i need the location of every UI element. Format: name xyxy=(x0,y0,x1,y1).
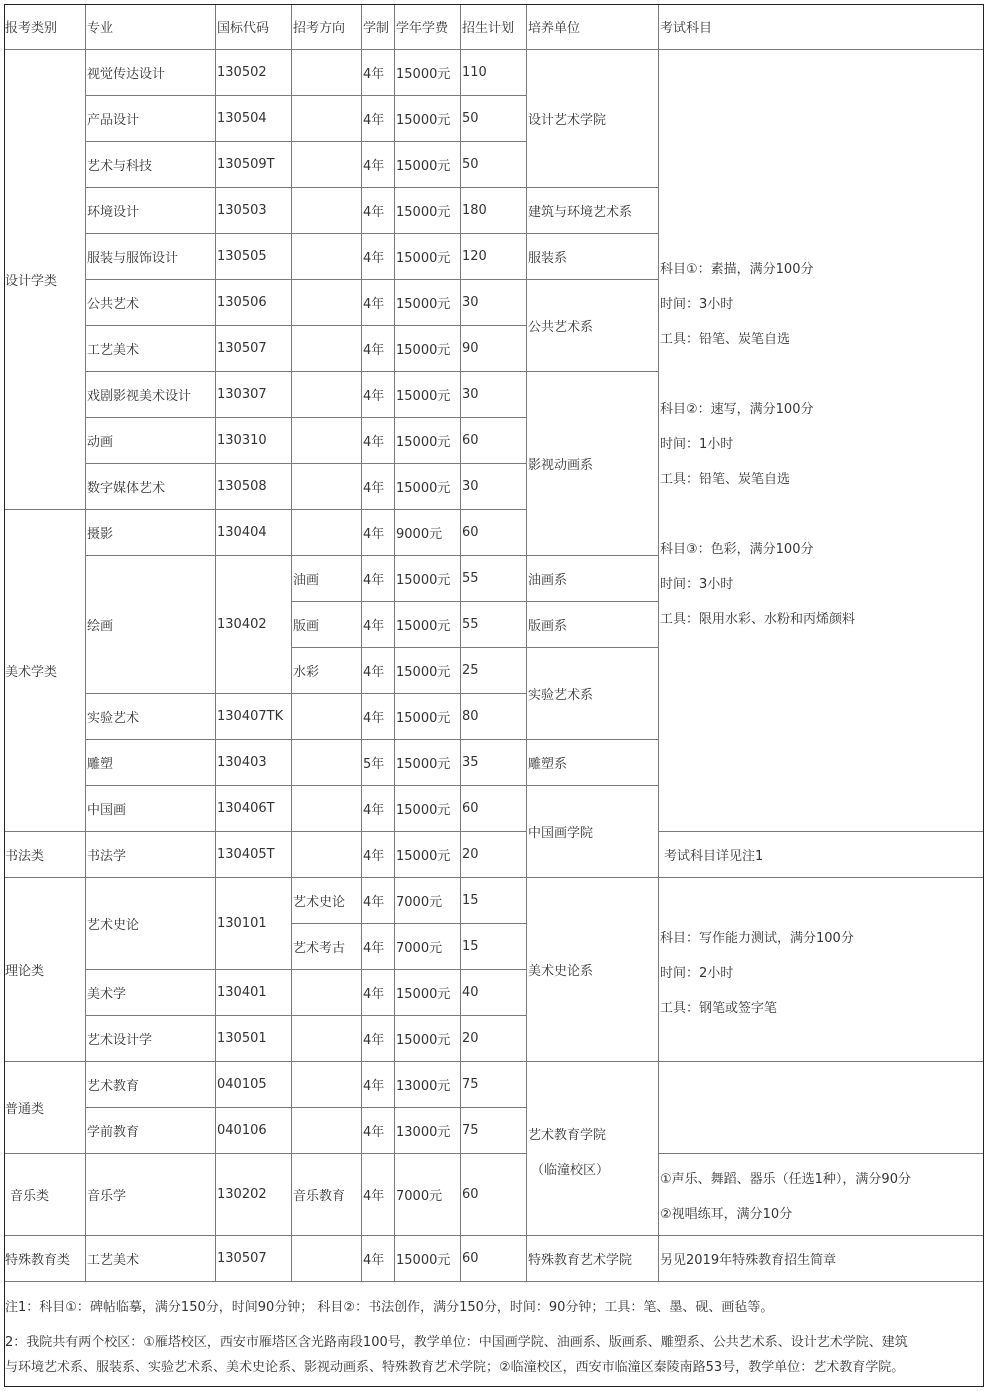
exam-calligraphy: 考试科目详见注1 xyxy=(659,832,984,878)
unit-cell: 公共艺术系 xyxy=(527,280,659,372)
header-fee: 学年学费 xyxy=(395,4,461,50)
major-name: 服装与服饰设计 xyxy=(86,234,216,280)
fee-cell: 15000元 xyxy=(395,142,461,188)
unit-cell: 服装系 xyxy=(527,234,659,280)
major-name: 实验艺术 xyxy=(86,694,216,740)
years-cell: 4年 xyxy=(362,556,395,602)
years-cell: 4年 xyxy=(362,234,395,280)
major-code: 130402 xyxy=(216,556,292,694)
exam-line: 时间：1小时 xyxy=(660,437,734,452)
direction-empty xyxy=(292,1016,362,1062)
direction-empty xyxy=(292,832,362,878)
fee-cell: 7000元 xyxy=(395,924,461,970)
major-name: 工艺美术 xyxy=(86,326,216,372)
major-name: 动画 xyxy=(86,418,216,464)
direction-empty xyxy=(292,418,362,464)
plan-cell: 50 xyxy=(461,96,527,142)
plan-cell: 60 xyxy=(461,418,527,464)
major-code: 130401 xyxy=(216,970,292,1016)
plan-cell: 30 xyxy=(461,464,527,510)
major-name: 产品设计 xyxy=(86,96,216,142)
direction-empty xyxy=(292,188,362,234)
plan-cell: 60 xyxy=(461,1236,527,1282)
unit-cell: 设计艺术学院 xyxy=(527,50,659,188)
unit-cell: 美术史论系 xyxy=(527,878,659,1062)
major-name: 艺术教育 xyxy=(86,1062,216,1108)
unit-cell: 中国画学院 xyxy=(527,786,659,878)
unit-cell: 雕塑系 xyxy=(527,740,659,786)
major-name: 摄影 xyxy=(86,510,216,556)
unit-cell: 建筑与环境艺术系 xyxy=(527,188,659,234)
direction-cell: 油画 xyxy=(292,556,362,602)
direction-cell: 版画 xyxy=(292,602,362,648)
exam-line: 科目①：素描，满分100分 xyxy=(660,262,814,277)
fee-cell: 15000元 xyxy=(395,694,461,740)
exam-line: ①声乐、舞蹈、器乐（任选1种），满分90分 xyxy=(660,1172,911,1187)
fee-cell: 15000元 xyxy=(395,50,461,96)
major-name: 音乐学 xyxy=(86,1154,216,1236)
plan-cell: 60 xyxy=(461,786,527,832)
years-cell: 4年 xyxy=(362,464,395,510)
plan-cell: 30 xyxy=(461,372,527,418)
years-cell: 4年 xyxy=(362,418,395,464)
major-name: 工艺美术 xyxy=(86,1236,216,1282)
direction-empty xyxy=(292,970,362,1016)
major-code: 130504 xyxy=(216,96,292,142)
exam-line: 科目②：速写，满分100分 xyxy=(660,402,814,417)
major-code: 130505 xyxy=(216,234,292,280)
major-name: 戏剧影视美术设计 xyxy=(86,372,216,418)
plan-cell: 15 xyxy=(461,878,527,924)
exam-art-subjects xyxy=(659,50,984,832)
note-1: 注1：科目①：碑帖临摹，满分150分，时间90分钟； 科目②：书法创作，满分150分，时间：90分钟；工具：笔、墨、砚、画毡等。 xyxy=(5,1300,774,1315)
major-name: 数字媒体艺术 xyxy=(86,464,216,510)
major-code: 130509T xyxy=(216,142,292,188)
plan-cell: 55 xyxy=(461,556,527,602)
direction-empty xyxy=(292,1108,362,1154)
major-name: 公共艺术 xyxy=(86,280,216,326)
header-category: 报考类别 xyxy=(4,4,86,50)
plan-cell: 15 xyxy=(461,924,527,970)
fee-cell: 15000元 xyxy=(395,418,461,464)
category-fine-arts: 美术学类 xyxy=(4,510,86,832)
years-cell: 4年 xyxy=(362,1016,395,1062)
fee-cell: 15000元 xyxy=(395,970,461,1016)
fee-cell: 9000元 xyxy=(395,510,461,556)
fee-cell: 15000元 xyxy=(395,740,461,786)
years-cell: 4年 xyxy=(362,1062,395,1108)
header-major: 专业 xyxy=(86,4,216,50)
major-name: 美术学 xyxy=(86,970,216,1016)
fee-cell: 15000元 xyxy=(395,188,461,234)
major-name: 环境设计 xyxy=(86,188,216,234)
plan-cell: 120 xyxy=(461,234,527,280)
notes-section xyxy=(4,1282,984,1387)
years-cell: 4年 xyxy=(362,1236,395,1282)
fee-cell: 15000元 xyxy=(395,96,461,142)
plan-cell: 35 xyxy=(461,740,527,786)
fee-cell: 15000元 xyxy=(395,464,461,510)
years-cell: 4年 xyxy=(362,878,395,924)
header-plan: 招生计划 xyxy=(461,4,527,50)
exam-line: 时间：3小时 xyxy=(660,297,734,312)
fee-cell: 15000元 xyxy=(395,1016,461,1062)
direction-cell: 艺术考古 xyxy=(292,924,362,970)
plan-cell: 80 xyxy=(461,694,527,740)
unit-name: 艺术教育学院 xyxy=(528,1128,607,1143)
major-name: 雕塑 xyxy=(86,740,216,786)
exam-line: ②视唱练耳，满分10分 xyxy=(660,1207,793,1222)
major-code: 130407TK xyxy=(216,694,292,740)
plan-cell: 75 xyxy=(461,1108,527,1154)
major-name: 学前教育 xyxy=(86,1108,216,1154)
years-cell: 4年 xyxy=(362,510,395,556)
fee-cell: 15000元 xyxy=(395,786,461,832)
category-calligraphy: 书法类 xyxy=(4,832,86,878)
exam-line: 科目③：色彩，满分100分 xyxy=(660,542,814,557)
years-cell: 4年 xyxy=(362,96,395,142)
exam-line: 时间：3小时 xyxy=(660,577,734,592)
category-theory: 理论类 xyxy=(4,878,86,1062)
major-name: 绘画 xyxy=(86,556,216,694)
years-cell: 4年 xyxy=(362,188,395,234)
direction-empty xyxy=(292,694,362,740)
exam-music xyxy=(659,1154,984,1236)
major-code: 130202 xyxy=(216,1154,292,1236)
unit-cell: 影视动画系 xyxy=(527,372,659,556)
major-code: 130310 xyxy=(216,418,292,464)
direction-empty xyxy=(292,464,362,510)
fee-cell: 15000元 xyxy=(395,280,461,326)
major-name: 艺术与科技 xyxy=(86,142,216,188)
major-name: 艺术设计学 xyxy=(86,1016,216,1062)
direction-empty xyxy=(292,50,362,96)
major-code: 130507 xyxy=(216,326,292,372)
direction-cell: 音乐教育 xyxy=(292,1154,362,1236)
fee-cell: 7000元 xyxy=(395,878,461,924)
years-cell: 5年 xyxy=(362,740,395,786)
major-name: 视觉传达设计 xyxy=(86,50,216,96)
major-name: 艺术史论 xyxy=(86,878,216,970)
direction-empty xyxy=(292,1062,362,1108)
header-exam: 考试科目 xyxy=(659,4,984,50)
plan-cell: 90 xyxy=(461,326,527,372)
direction-empty xyxy=(292,280,362,326)
unit-cell-art-education xyxy=(527,1062,659,1236)
fee-cell: 15000元 xyxy=(395,1236,461,1282)
direction-empty xyxy=(292,1236,362,1282)
header-code: 国标代码 xyxy=(216,4,292,50)
years-cell: 4年 xyxy=(362,326,395,372)
years-cell: 4年 xyxy=(362,970,395,1016)
plan-cell: 60 xyxy=(461,1154,527,1236)
years-cell: 4年 xyxy=(362,602,395,648)
category-special-ed: 特殊教育类 xyxy=(4,1236,86,1282)
exam-line: 工具：钢笔或签字笔 xyxy=(660,1001,778,1016)
direction-empty xyxy=(292,510,362,556)
major-code: 130101 xyxy=(216,878,292,970)
years-cell: 4年 xyxy=(362,694,395,740)
years-cell: 4年 xyxy=(362,372,395,418)
plan-cell: 75 xyxy=(461,1062,527,1108)
major-code: 040106 xyxy=(216,1108,292,1154)
major-name: 中国画 xyxy=(86,786,216,832)
major-code: 130307 xyxy=(216,372,292,418)
unit-campus: （临潼校区） xyxy=(531,1163,610,1178)
unit-cell: 实验艺术系 xyxy=(527,648,659,740)
direction-empty xyxy=(292,234,362,280)
years-cell: 4年 xyxy=(362,1154,395,1236)
plan-cell: 180 xyxy=(461,188,527,234)
fee-cell: 15000元 xyxy=(395,602,461,648)
header-direction: 招考方向 xyxy=(292,4,362,50)
direction-empty xyxy=(292,740,362,786)
exam-special: 另见2019年特殊教育招生简章 xyxy=(659,1236,984,1282)
direction-empty xyxy=(292,326,362,372)
major-code: 130507 xyxy=(216,1236,292,1282)
fee-cell: 7000元 xyxy=(395,1154,461,1236)
major-code: 130404 xyxy=(216,510,292,556)
major-code: 130503 xyxy=(216,188,292,234)
plan-cell: 60 xyxy=(461,510,527,556)
plan-cell: 50 xyxy=(461,142,527,188)
direction-empty xyxy=(292,786,362,832)
category-music: 音乐类 xyxy=(4,1154,86,1236)
unit-cell: 版画系 xyxy=(527,602,659,648)
plan-cell: 30 xyxy=(461,280,527,326)
exam-general xyxy=(659,1062,984,1154)
major-code: 130502 xyxy=(216,50,292,96)
major-code: 130406T xyxy=(216,786,292,832)
plan-cell: 20 xyxy=(461,832,527,878)
category-design: 设计学类 xyxy=(4,50,86,510)
exam-theory xyxy=(659,878,984,1062)
fee-cell: 15000元 xyxy=(395,372,461,418)
header-years: 学制 xyxy=(362,4,395,50)
years-cell: 4年 xyxy=(362,1108,395,1154)
exam-line: 工具：铅笔、炭笔自选 xyxy=(660,472,791,487)
direction-empty xyxy=(292,142,362,188)
major-code: 130501 xyxy=(216,1016,292,1062)
years-cell: 4年 xyxy=(362,648,395,694)
fee-cell: 15000元 xyxy=(395,648,461,694)
years-cell: 4年 xyxy=(362,50,395,96)
years-cell: 4年 xyxy=(362,142,395,188)
fee-cell: 15000元 xyxy=(395,556,461,602)
plan-cell: 40 xyxy=(461,970,527,1016)
years-cell: 4年 xyxy=(362,832,395,878)
plan-cell: 55 xyxy=(461,602,527,648)
plan-cell: 20 xyxy=(461,1016,527,1062)
note-2-cont: 与环境艺术系、服装系、实验艺术系、美术史论系、影视动画系、特殊教育艺术学院；②临潼校区，西安市临潼区秦陵南路53号，教学单位：艺术教育学院。 xyxy=(5,1360,905,1375)
header-unit: 培养单位 xyxy=(527,4,659,50)
years-cell: 4年 xyxy=(362,280,395,326)
major-code: 130506 xyxy=(216,280,292,326)
exam-line: 科目：写作能力测试，满分100分 xyxy=(660,931,854,946)
major-name: 书法学 xyxy=(86,832,216,878)
years-cell: 4年 xyxy=(362,786,395,832)
fee-cell: 15000元 xyxy=(395,326,461,372)
direction-empty xyxy=(292,96,362,142)
major-code: 130403 xyxy=(216,740,292,786)
fee-cell: 15000元 xyxy=(395,234,461,280)
fee-cell: 15000元 xyxy=(395,832,461,878)
unit-cell: 油画系 xyxy=(527,556,659,602)
plan-cell: 25 xyxy=(461,648,527,694)
exam-line: 工具：限用水彩、水粉和丙烯颜料 xyxy=(660,612,856,627)
direction-cell: 艺术史论 xyxy=(292,878,362,924)
years-cell: 4年 xyxy=(362,924,395,970)
major-code: 130405T xyxy=(216,832,292,878)
unit-cell: 特殊教育艺术学院 xyxy=(527,1236,659,1282)
category-general: 普通类 xyxy=(4,1062,86,1154)
fee-cell: 13000元 xyxy=(395,1062,461,1108)
direction-cell: 水彩 xyxy=(292,648,362,694)
exam-line: 工具：铅笔、炭笔自选 xyxy=(660,332,791,347)
exam-line: 时间：2小时 xyxy=(660,966,734,981)
note-2: 2：我院共有两个校区：①雁塔校区，西安市雁塔区含光路南段100号，教学单位：中国画学院、油画系、版画系、雕塑系、公共艺术系、设计艺术学院、建筑 xyxy=(5,1335,908,1350)
plan-cell: 110 xyxy=(461,50,527,96)
direction-empty xyxy=(292,372,362,418)
major-code: 040105 xyxy=(216,1062,292,1108)
major-code: 130508 xyxy=(216,464,292,510)
fee-cell: 13000元 xyxy=(395,1108,461,1154)
